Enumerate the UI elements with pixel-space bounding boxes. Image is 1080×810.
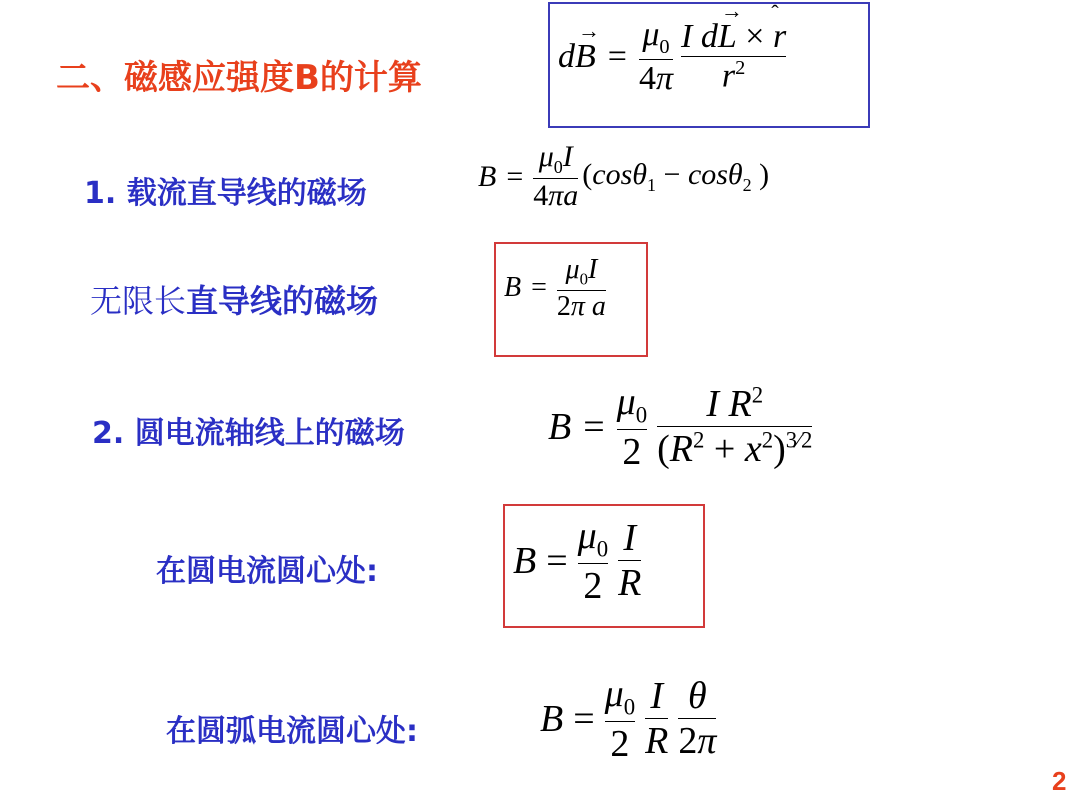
biot-savart-formula: dB → = $\frac{\mu_0}{4\pi}$ I dL → × r $r^2$: [558, 0, 787, 97]
center-label: 在圆电流圆心处:: [156, 554, 378, 589]
cross-product-fraction: I dL → × r $r^2$: [681, 0, 787, 95]
center-formula-box: [503, 504, 705, 628]
infinite-wire-formula-box: [494, 242, 648, 357]
infinite-rest: 直导线的磁场: [186, 282, 379, 320]
infinite-wire-label: [90, 276, 378, 322]
circular-axis-formula: B = $\frac{\mu_0}{2}$ $\frac{I R^2}{(R^2 + x^2)^{3⁄2}}$: [548, 381, 813, 473]
infinite-wire-formula: B = $\frac{\mu_0I}{\text{2π a}}$: [504, 254, 606, 322]
arc-label: 在圆弧电流圆心处:: [166, 714, 418, 749]
infinite-prefix: 无限长: [90, 282, 187, 320]
straight-wire-formula: B = $\frac{\mu_0I}{4\pi a}$ (cosθ$_1$ − cosθ$_2$ ): [478, 140, 770, 212]
item2-label: 2. 圆电流轴线上的磁场: [92, 416, 405, 451]
formula-dB: dB →: [558, 17, 600, 75]
mu0-over-4pi: $\frac{\mu_0}{4\pi}$: [638, 16, 674, 97]
page-number: 2: [1052, 766, 1067, 796]
item1-label: 1. 载流直导线的磁场: [84, 176, 367, 211]
arc-formula: B = $\frac{\mu_0}{2}$ $\frac{I}{R}$ $\frac{\theta}{2\pi}$: [540, 673, 717, 765]
center-formula: B = $\frac{\mu_0}{2}$ $\frac{I}{R}$: [513, 515, 642, 607]
section-heading: 二、磁感应强度B的计算: [56, 58, 422, 98]
biot-savart-formula-box: [548, 2, 870, 128]
